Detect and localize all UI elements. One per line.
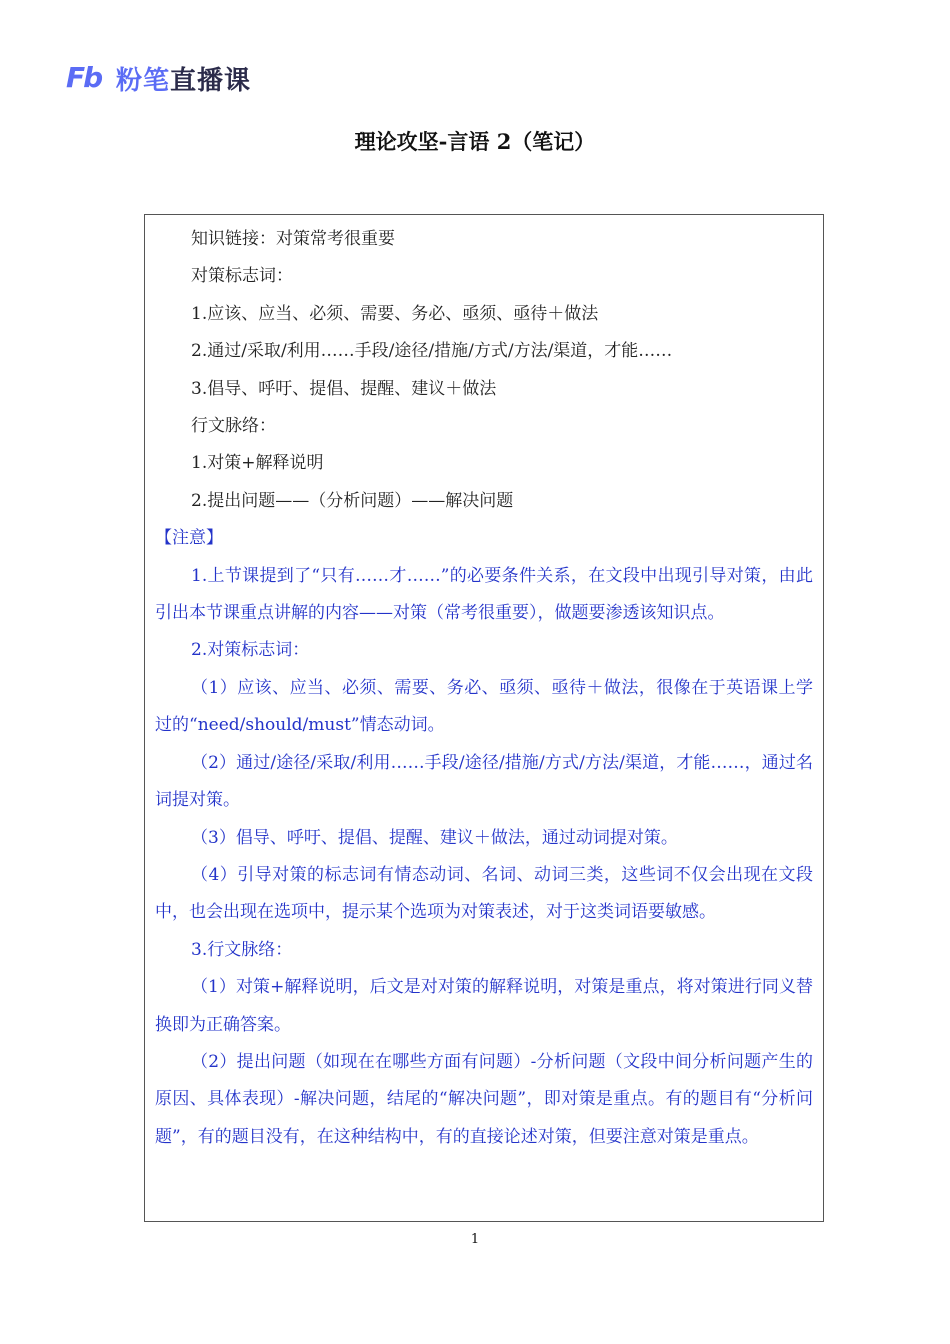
page-title: 理论攻坚-言语 2（笔记） bbox=[354, 129, 596, 154]
note-paragraph: （2）通过/途径/采取/利用……手段/途径/措施/方式/方法/渠道，才能……，通过名词提对策。 bbox=[155, 752, 813, 811]
structure-item-1: 1.对策+解释说明 bbox=[191, 453, 324, 474]
marker-words-heading: 对策标志词： bbox=[191, 266, 293, 287]
note-paragraph: （3）倡导、呼吁、提倡、提醒、建议＋做法，通过动词提对策。 bbox=[191, 827, 678, 848]
marker-words-item-3: 3.倡导、呼吁、提倡、提醒、建议＋做法 bbox=[191, 378, 497, 399]
note-paragraph: 3.行文脉络： bbox=[191, 939, 293, 960]
knowledge-link-line: 知识链接：对策常考很重要 bbox=[191, 229, 395, 249]
note-paragraph: （2）提出问题（如现在在哪些方面有问题）-分析问题（文段中间分析问题产生的原因、具体表现）-解决问题，结尾的“解决问题”，即对策是重点。有的题目有“分析问题”，有的题目没有，在这种结构中，有的直接论述对策，但要注意对策是重点。 bbox=[155, 1051, 813, 1147]
page-number: 1 bbox=[470, 1232, 480, 1247]
brand-name bbox=[116, 60, 251, 97]
fb-logo-icon: Fb bbox=[66, 61, 102, 94]
brand-logo bbox=[66, 60, 251, 96]
marker-words-item-1: 1.应该、应当、必须、需要、务必、亟须、亟待＋做法 bbox=[191, 303, 599, 324]
note-paragraph: 1.上节课提到了“只有……才……”的必要条件关系，在文段中出现引导对策，由此引出本节课重点讲解的内容——对策（常考很重要），做题要渗透该知识点。 bbox=[155, 565, 813, 624]
note-paragraph: （4）引导对策的标志词有情态动词、名词、动词三类，这些词不仅会出现在文段中，也会出现在选项中，提示某个选项为对策表述，对于这类词语要敏感。 bbox=[155, 864, 813, 923]
note-heading: 【注意】 bbox=[155, 528, 223, 549]
brand-name-rest: 直播课 bbox=[170, 65, 252, 96]
structure-item-2: 2.提出问题——（分析问题）——解决问题 bbox=[191, 490, 514, 511]
brand-name-accent: 粉笔 bbox=[116, 65, 171, 96]
marker-words-item-2: 2.通过/采取/利用……手段/途径/措施/方式/方法/渠道，才能…… bbox=[191, 341, 673, 362]
note-paragraph: 2.对策标志词： bbox=[191, 640, 310, 661]
note-paragraph: （1）应该、应当、必须、需要、务必、亟须、亟待＋做法，很像在于英语课上学过的“need/should/must”情态动词。 bbox=[155, 677, 813, 736]
notes-box bbox=[144, 214, 824, 1222]
structure-heading: 行文脉络： bbox=[191, 416, 276, 437]
note-paragraph: （1）对策+解释说明，后文是对对策的解释说明，对策是重点，将对策进行同义替换即为正确答案。 bbox=[155, 977, 813, 1035]
